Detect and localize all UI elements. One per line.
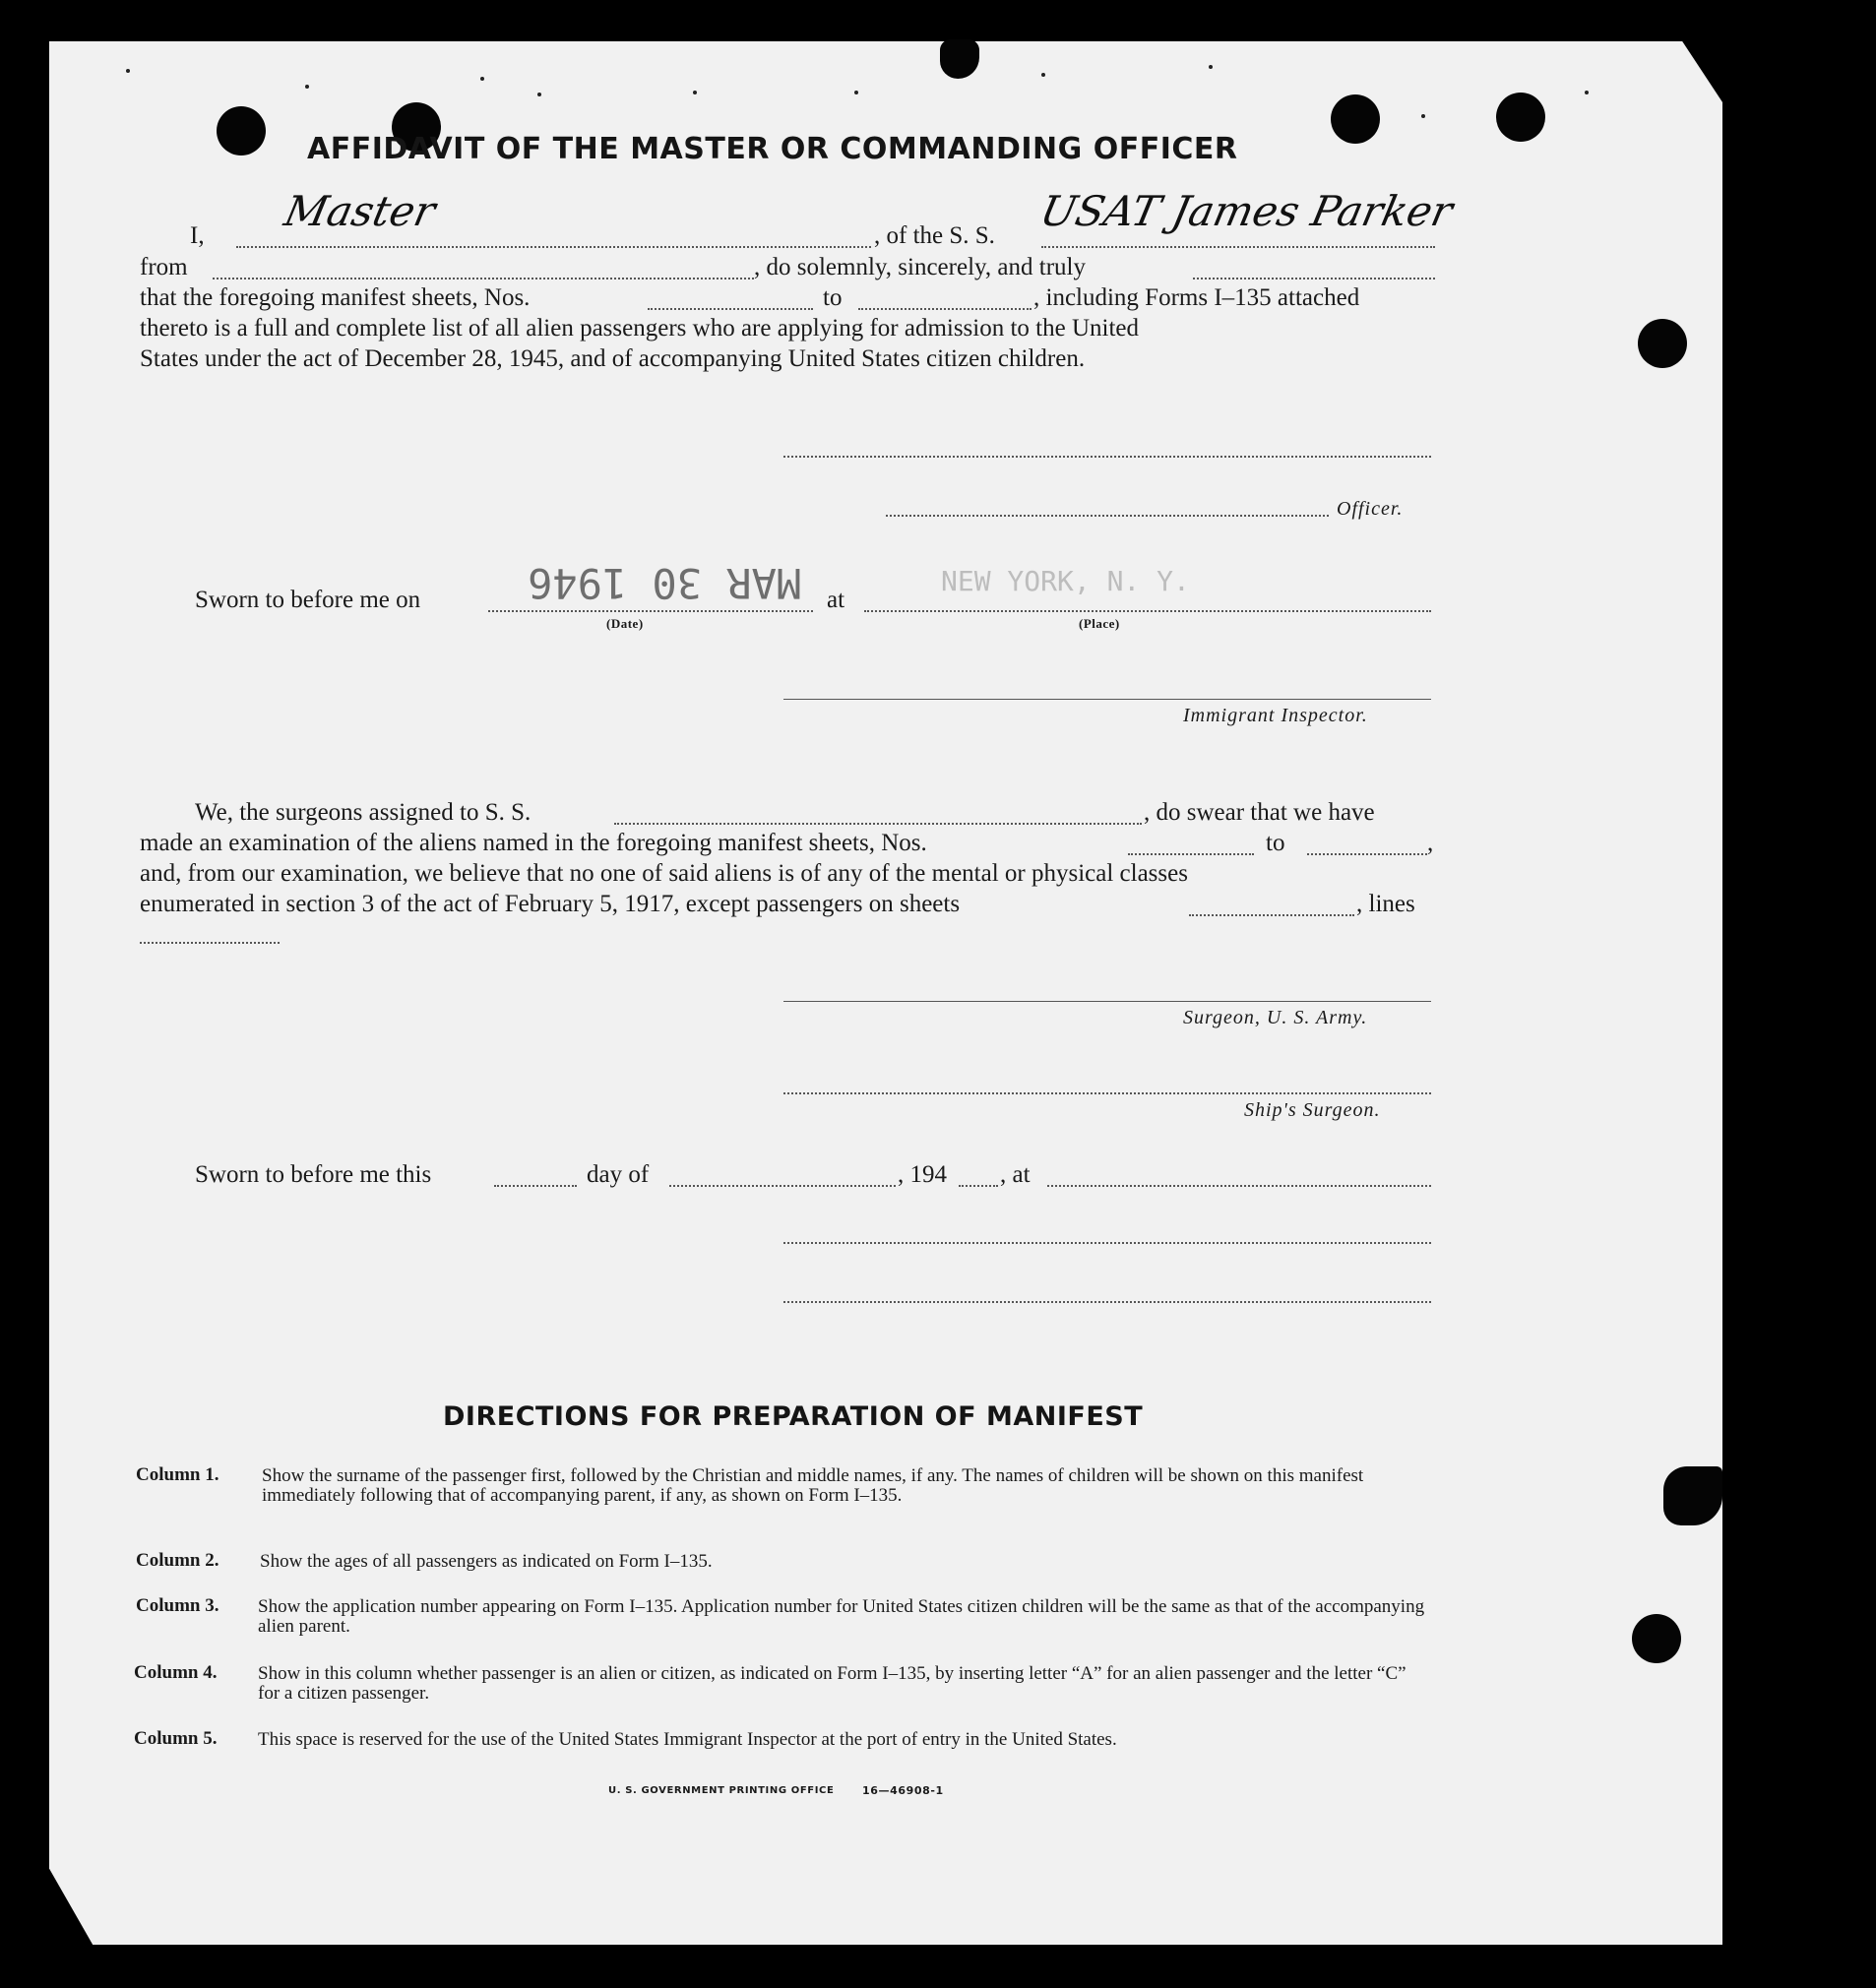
date-stamp: MAR 30 1946: [528, 559, 802, 607]
sheets-from-line: [648, 308, 813, 310]
officer-label: Officer.: [1337, 498, 1404, 520]
army-surgeon-signature-line: [783, 1001, 1431, 1002]
sworn-month-line: [669, 1185, 896, 1187]
day-of-label: day of: [587, 1161, 650, 1188]
surgeons-to-label: to: [1266, 830, 1285, 856]
surgeons-line3-text: and, from our examination, we believe that no one of said aliens is of any of the mental or physical classes: [140, 860, 1188, 887]
surgeons-lines-label: , lines: [1356, 891, 1415, 917]
punch-hole-6: [1632, 1614, 1681, 1663]
place-caption: (Place): [1079, 616, 1120, 631]
surgeons-line2-text: made an examination of the aliens named in the foregoing manifest sheets, Nos.: [140, 830, 927, 856]
printing-office-footer: U. S. GOVERNMENT PRINTING OFFICE: [608, 1785, 835, 1796]
direction-label-4: Column 4.: [134, 1662, 218, 1683]
surgeons-swear-text: , do swear that we have: [1144, 799, 1375, 826]
officer-signature-line-2: [886, 515, 1329, 517]
speck: [1209, 65, 1213, 69]
surgeons-ship-line: [614, 823, 1142, 825]
direction-label-3: Column 3.: [136, 1595, 219, 1616]
officer-signature-line-1: [783, 456, 1431, 458]
master-name-handwriting: Master: [280, 187, 440, 235]
including-forms-text: , including Forms I–135 attached: [1033, 284, 1360, 311]
punch-hole-1: [217, 106, 266, 155]
direction-label-5: Column 5.: [134, 1728, 218, 1749]
direction-text-3: Show the application number appearing on Form I–135. Application number for United States citizen children will be the same as that of the accompanying alien parent.: [258, 1596, 1425, 1637]
speck: [1421, 114, 1425, 118]
direction-text-1: Show the surname of the passenger first, followed by the Christian and middle names, if any. The names of children will be shown on this manifest immediately following that of accompanying parent, if any, as shown on Form I–135.: [262, 1465, 1364, 1506]
punch-hole-5: [1638, 319, 1687, 368]
year-label: , 194: [898, 1161, 947, 1188]
direction-text-4: Show in this column whether passenger is an alien or citizen, as indicated on Form I–135, by inserting letter “A” for an alien passenger and the letter “C” for a citizen passenger.: [258, 1663, 1407, 1704]
from-line: [213, 278, 754, 280]
of-ship-label: , of the S. S.: [874, 222, 995, 249]
sworn-place-line: [864, 610, 1431, 612]
signature-line-b: [783, 1301, 1431, 1303]
punch-hole-4: [1496, 93, 1545, 142]
speck: [480, 77, 484, 81]
surgeons-sheets-to-line: [1307, 853, 1427, 855]
surgeons-sheets-line: [1189, 914, 1354, 916]
speck: [854, 91, 858, 94]
directions-title: DIRECTIONS FOR PREPARATION OF MANIFEST: [443, 1401, 1144, 1432]
sworn-date-line: [488, 610, 813, 612]
affidavit-line5: States under the act of December 28, 1945, and of accompanying United States citizen children.: [140, 345, 1086, 372]
date-caption: (Date): [606, 616, 644, 631]
immigrant-inspector-label: Immigrant Inspector.: [1183, 705, 1368, 726]
solemnly-text: , do solemnly, sincerely, and truly: [754, 254, 1086, 280]
from-label: from: [140, 254, 188, 280]
place-stamp: NEW YORK, N. Y.: [941, 565, 1190, 597]
sworn-at2-label: , at: [1000, 1161, 1031, 1188]
speck: [305, 85, 309, 89]
speck: [693, 91, 697, 94]
sworn-year-line: [959, 1185, 998, 1187]
speck: [1585, 91, 1589, 94]
speck: [1041, 73, 1045, 77]
signature-line-a: [783, 1242, 1431, 1244]
sworn-before-me-this: Sworn to before me this: [195, 1161, 432, 1188]
surgeons-lines-line: [140, 942, 280, 944]
surgeons-sheets-from-line: [1128, 853, 1254, 855]
form-number-footer: 16—46908-1: [862, 1784, 944, 1797]
surgeons-line2-end: ,: [1427, 830, 1434, 856]
manifest-sheets-text: that the foregoing manifest sheets, Nos.: [140, 284, 531, 311]
direction-text-5: This space is reserved for the use of the United States Immigrant Inspector at the port of entry in the United States.: [258, 1729, 1117, 1750]
sworn-day-line: [494, 1185, 577, 1187]
sworn-before-me-on: Sworn to before me on: [195, 587, 421, 613]
truly-line: [1193, 278, 1435, 280]
sworn-at-label: at: [827, 587, 845, 613]
edge-tear: [1663, 1466, 1722, 1525]
speck: [537, 93, 541, 96]
direction-text-2: Show the ages of all passengers as indicated on Form I–135.: [260, 1551, 713, 1572]
to-label: to: [823, 284, 843, 311]
affidavit-title: AFFIDAVIT OF THE MASTER OR COMMANDING OFFICER: [307, 132, 1238, 166]
surgeons-line4-text: enumerated in section 3 of the act of February 5, 1917, except passengers on sheets: [140, 891, 961, 917]
direction-label-1: Column 1.: [136, 1464, 219, 1485]
army-surgeon-label: Surgeon, U. S. Army.: [1183, 1007, 1368, 1028]
punch-hole-3: [1331, 94, 1380, 144]
sworn-at2-line: [1047, 1185, 1431, 1187]
ship-name-line: [1041, 246, 1435, 248]
ship-surgeon-signature-line: [783, 1092, 1431, 1094]
ship-surgeon-label: Ship's Surgeon.: [1244, 1099, 1381, 1121]
speck: [126, 69, 130, 73]
i-label: I,: [190, 222, 205, 249]
affidavit-line4: thereto is a full and complete list of all alien passengers who are applying for admission to the United: [140, 315, 1140, 342]
ship-name-handwriting: USAT James Parker: [1035, 187, 1458, 235]
sheets-to-line: [858, 308, 1032, 310]
direction-label-2: Column 2.: [136, 1550, 219, 1571]
inspector-signature-line: [783, 699, 1431, 700]
master-name-line: [236, 246, 871, 248]
surgeons-line1-text: We, the surgeons assigned to S. S.: [195, 799, 532, 826]
